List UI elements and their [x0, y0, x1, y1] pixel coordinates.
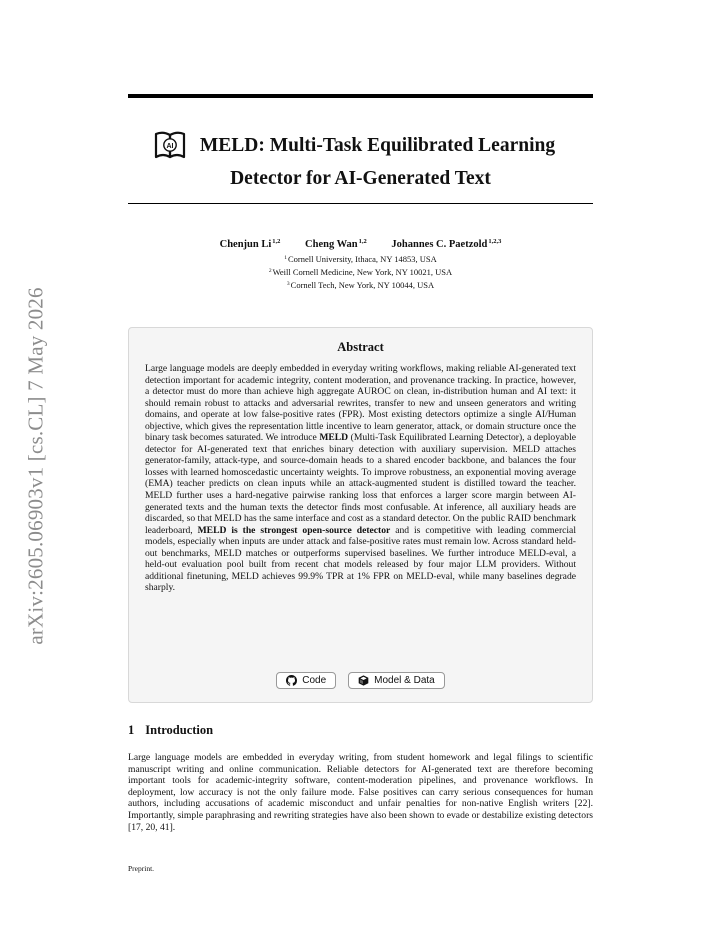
github-icon	[286, 675, 297, 686]
title-bottom-rule	[128, 203, 593, 204]
author-list	[128, 235, 593, 252]
section-title: Introduction	[145, 723, 214, 737]
paper-title-line-1: MELD: Multi-Task Equilibrated Learning	[199, 135, 556, 156]
affiliation-list	[128, 252, 593, 291]
title-block	[128, 125, 593, 195]
affiliation: $^1$Cornell University, Ithaca, NY 14853, USA	[284, 254, 437, 264]
author: Chenjun Li$^{1,2}$	[219, 238, 281, 250]
model-data-button-label: Model & Data	[374, 675, 435, 686]
section-heading-introduction	[128, 723, 213, 738]
model-data-button[interactable]	[348, 672, 445, 689]
affiliation: $^2$Weill Cornell Medicine, New York, NY 10021, USA	[268, 267, 453, 277]
huggingface-box-icon	[358, 675, 369, 686]
abstract-box	[128, 327, 593, 703]
author: Johannes C. Paetzold$^{1,2,3}$	[391, 238, 502, 250]
code-button-label: Code	[302, 675, 327, 686]
affiliation: $^3$Cornell Tech, New York, NY 10044, USA	[286, 280, 435, 290]
title-top-rule	[128, 94, 593, 98]
resource-buttons	[129, 672, 592, 689]
code-button[interactable]	[276, 672, 336, 689]
abstract-heading: Abstract	[337, 340, 384, 354]
introduction-text: Large language models are embedded in everyday writing, from student homework and legal filings to scientific manuscript writing and online communication. Reliable detectors for AI-generated text are therefore becoming important tools for academic-integrity software, content-moderation pipelines, and provenance workflows. In deployment, low accuracy is not the only failure mode. False positives can carry serious consequences for human authors, including accusations of academic misconduct and unfair penalties for non-native English writers [22]. Importantly, simple paraphrasing and rewriting strategies have also been shown to evade or destabilize existing detectors [17, 20, 41].	[128, 752, 593, 833]
svg-text:AI: AI	[166, 142, 174, 150]
abstract-text: Large language models are deeply embedded in everyday writing workflows, making reliable AI-generated text detection important for academic integrity, content moderation, and provenance tracking. In practice, however, a detector must do more than achieve high aggregate AUROC on clean, in-distribution human and AI text: it should remain robust to attacks and adversarial rewrites, transfer to new and unseen generators and writing domains, and operate at low false-positive rates (FPR). Most existing detectors optimize a single AI/Human objective, which gives the representation little incentive to learn generator, attack, or domain structure once the binary task becomes saturated. We introduce MELD (Multi-Task Equilibrated Learning Detector), a deployable detector for AI-generated text that enriches binary detection with auxiliary supervision. MELD attaches generator-family, attack-type, and source-domain heads to a shared encoder backbone, and balances the four losses with learned homoscedastic uncertainty weights. To improve robustness, an exponential moving average (EMA) teacher predicts on clean inputs while an attack-augmented student is distilled toward the teacher. MELD further uses a hard-negative pairwise ranking loss that enforces a larger score margin between AI-generated texts and the human texts the detector finds most confusable. At inference, all auxiliary heads are discarded, so that MELD has the same interface and cost as a standard detector. On the public RAID benchmark leaderboard, MELD is the strongest open-source detector and is competitive with leading commercial models, especially when inputs are under attack and false-positive rates must remain low. Across standard held-out benchmarks, MELD matches or outperforms supervised baselines. We further introduce MELD-eval, a held-out evaluation pool built from recent chat models released by four major LLM providers. Without additional finetuning, MELD achieves 99.9% TPR at 1% FPR on MELD-eval, while many baselines degrade sharply.	[145, 363, 576, 594]
section-number: 1	[128, 723, 135, 737]
author: Cheng Wan$^{1,2}$	[305, 238, 367, 250]
paper-title-line-2: Detector for AI-Generated Text	[230, 168, 491, 189]
preprint-footer: Preprint.	[128, 864, 155, 873]
arxiv-identifier: arXiv:2605.06903v1 [cs.CL] 7 May 2026	[23, 287, 48, 645]
